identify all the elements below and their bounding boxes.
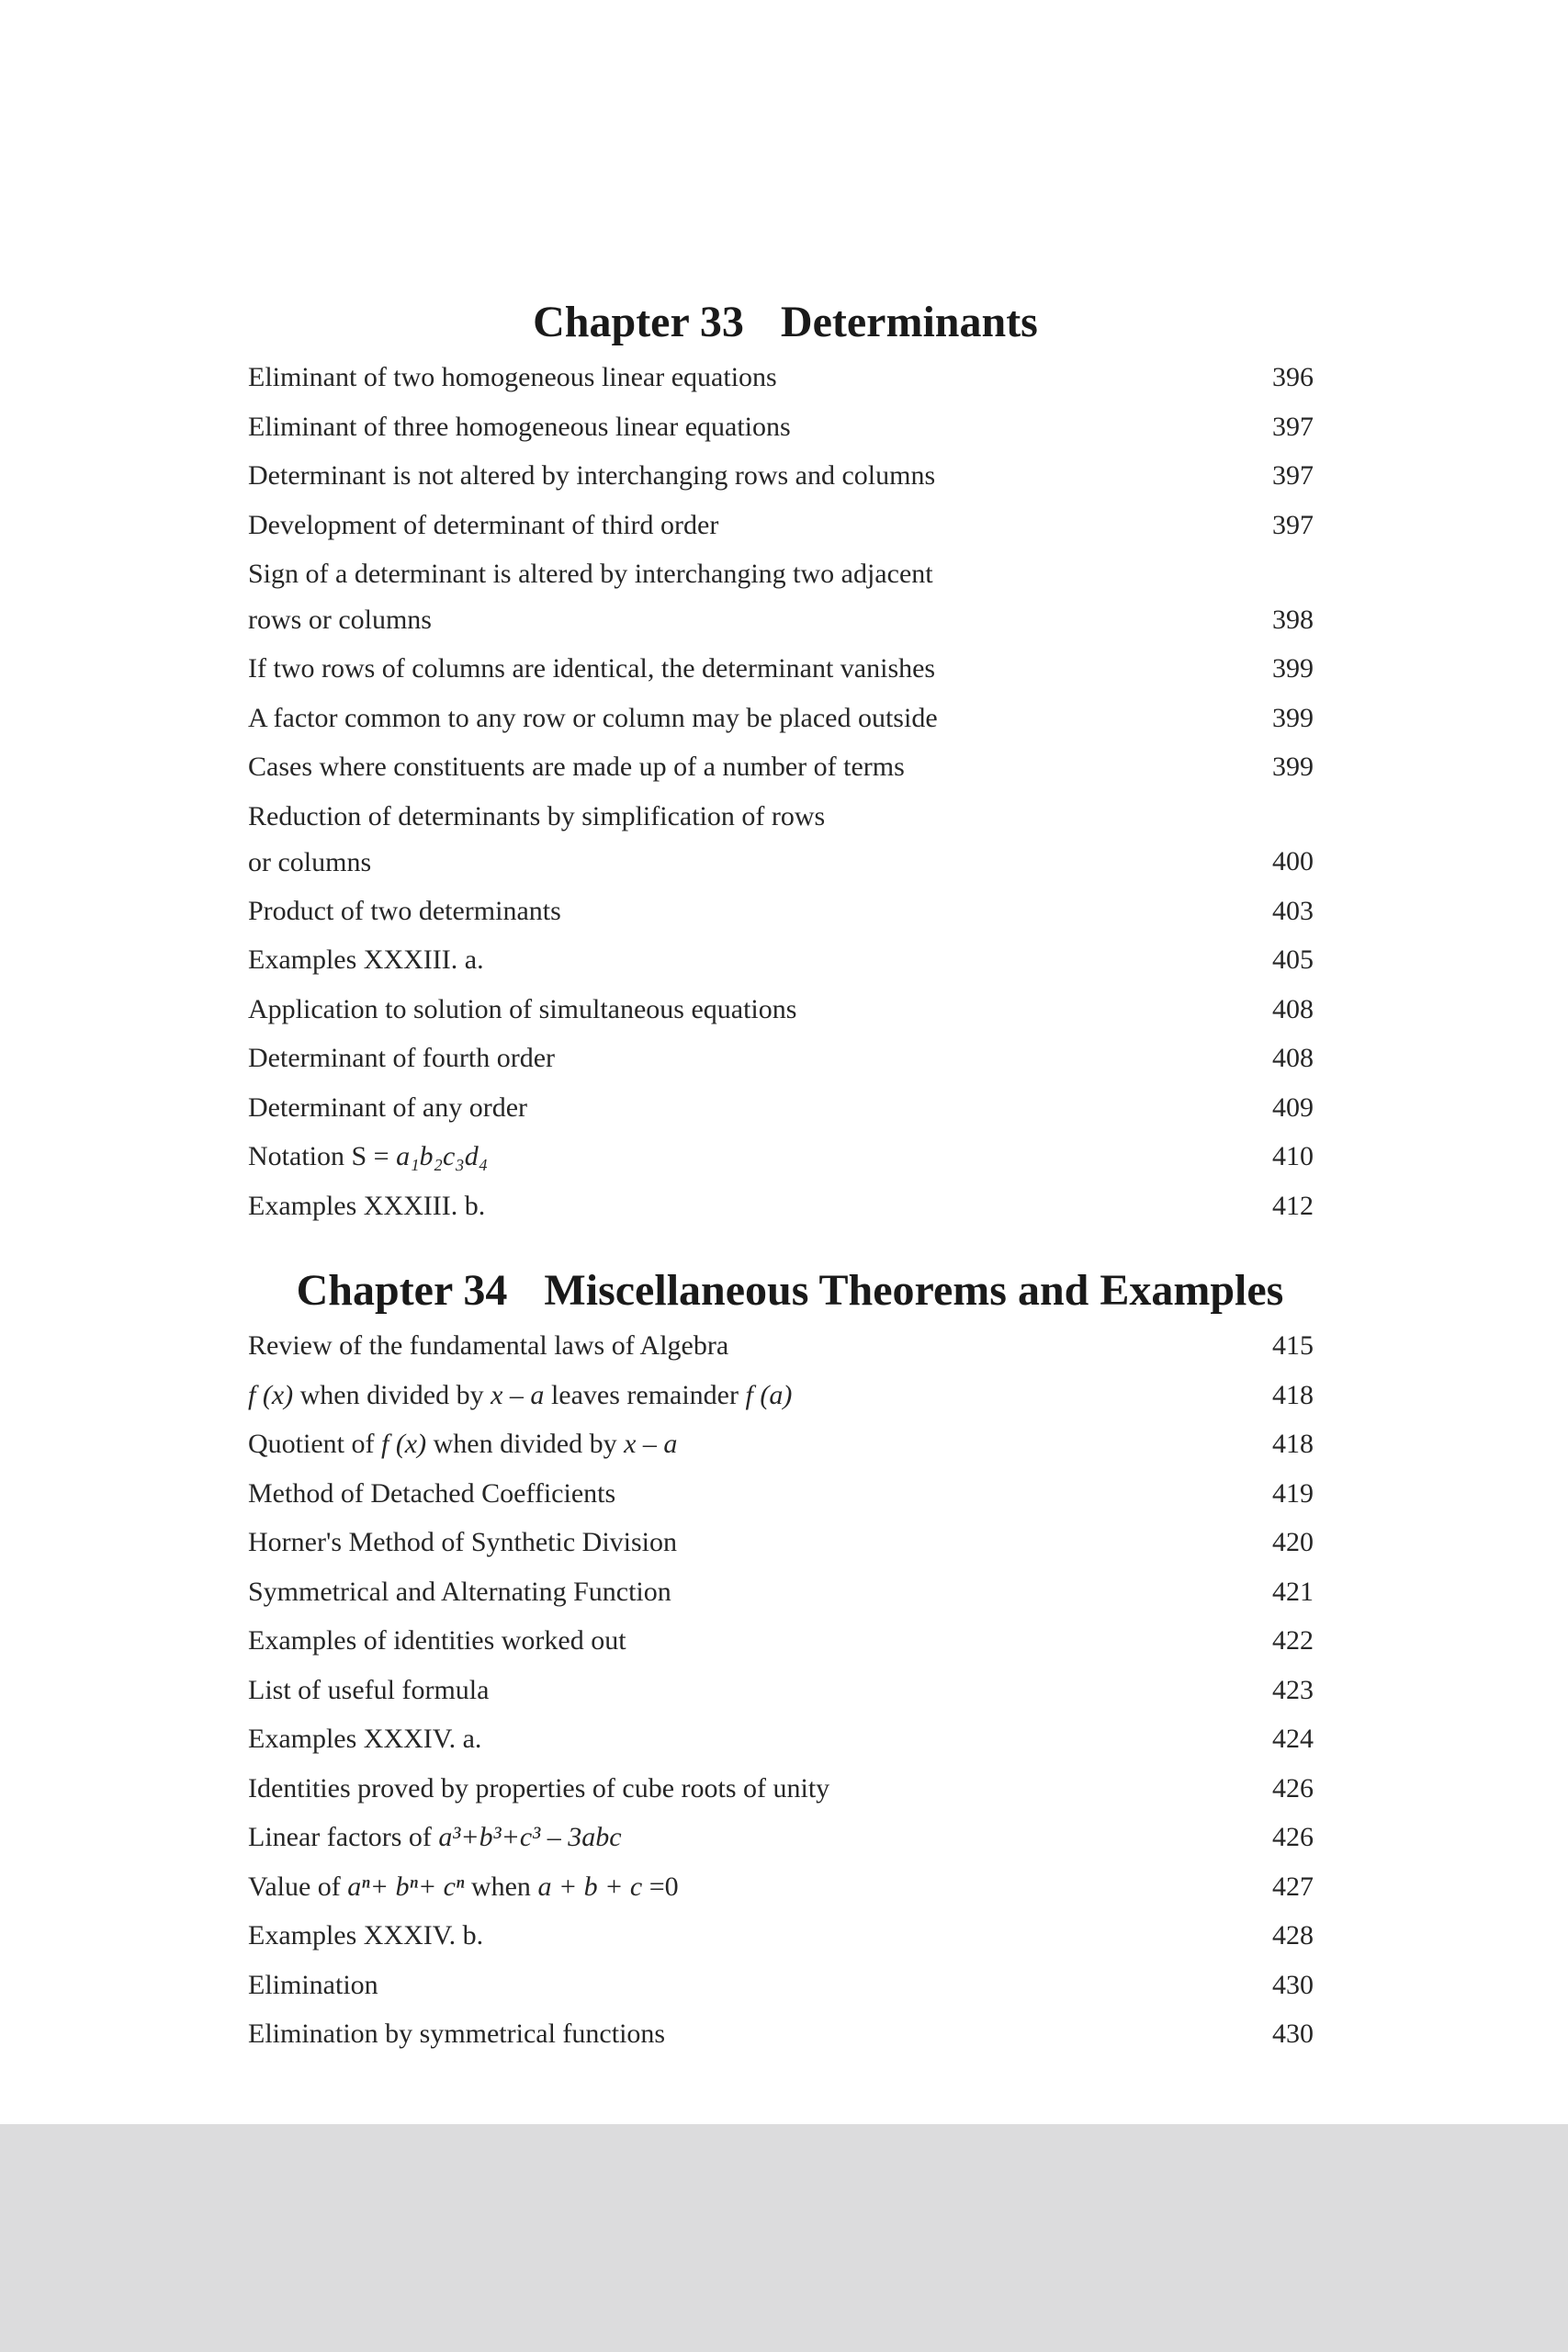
toc-entry-page: 430 <box>1272 1969 1314 2000</box>
toc-entry-title-text: Notation S = <box>248 1141 397 1171</box>
toc-entry-title-text: Value of <box>248 1871 348 1902</box>
toc-entry[interactable] <box>248 501 1314 550</box>
toc-entry-title: Review of the fundamental laws of Algebra <box>248 1330 729 1361</box>
toc-entry-title: Eliminant of three homogeneous linear equations <box>248 411 791 442</box>
toc-entry[interactable] <box>248 1764 1314 1814</box>
toc-entry-title: A factor common to any row or column may be placed outside <box>248 702 938 733</box>
toc-entry-title: Development of determinant of third order <box>248 509 719 540</box>
chapter-number: Chapter 33 <box>533 298 744 346</box>
toc-entry-title: Determinant of any order <box>248 1091 528 1123</box>
toc-entry-title: Product of two determinants <box>248 895 561 926</box>
toc-entry-page: 397 <box>1272 411 1314 442</box>
toc-entry-title: If two rows of columns are identical, the determinant vanishes <box>248 653 936 684</box>
toc-entry-page: 422 <box>1272 1625 1314 1656</box>
toc-entry-title: Examples XXXIII. a. <box>248 944 484 975</box>
toc-entry-title-text: Quotient of <box>248 1429 381 1459</box>
toc-entry-title: Reduction of determinants by simplification of rows or columns <box>248 800 826 877</box>
toc-entry-title: Horner's Method of Synthetic Division <box>248 1527 678 1557</box>
toc-entry-title <box>248 1862 1167 1912</box>
toc-entry-page: 426 <box>1272 1822 1314 1852</box>
toc-entry[interactable] <box>248 694 1314 743</box>
toc-entry-page: 430 <box>1272 2018 1314 2049</box>
toc-entry[interactable] <box>248 2009 1314 2059</box>
math-expression: aⁿ+ bⁿ+ cⁿ <box>347 1871 465 1902</box>
toc-entry-page: 428 <box>1272 1920 1314 1951</box>
math-expression: a + b + c <box>537 1871 643 1902</box>
toc-entry-page: 419 <box>1272 1477 1314 1509</box>
toc-entry-title-text: =0 <box>642 1871 679 1902</box>
page-bottom-band <box>0 2124 1568 2352</box>
toc-entry[interactable] <box>248 353 1314 402</box>
toc-entry-page: 423 <box>1272 1674 1314 1705</box>
chapter-heading <box>248 292 1314 353</box>
toc-entry[interactable] <box>248 1862 1314 1912</box>
math-expression: f (x) <box>248 1379 294 1410</box>
toc-entry-page: 415 <box>1272 1330 1314 1361</box>
toc-entry[interactable] <box>248 1469 1314 1519</box>
math-expression: f (a) <box>745 1379 793 1410</box>
toc-entry[interactable] <box>248 985 1314 1035</box>
toc-entry-title: Examples XXXIII. b. <box>248 1190 486 1221</box>
toc-entry-title: Determinant is not altered by interchanging rows and columns <box>248 460 936 491</box>
toc-entry[interactable] <box>248 1714 1314 1764</box>
toc-entry-page: 418 <box>1272 1429 1314 1459</box>
toc-entry-title-text: when divided by <box>293 1379 491 1410</box>
toc-entry[interactable] <box>248 451 1314 501</box>
toc-entry-title: Identities proved by properties of cube roots of unity <box>248 1772 830 1804</box>
toc-entry[interactable] <box>248 1666 1314 1715</box>
toc-entry-page: 397 <box>1272 509 1314 540</box>
toc-entry[interactable] <box>248 549 1314 644</box>
math-expression: a₁b₂c₃d₄ <box>396 1141 489 1171</box>
toc-entry-page: 398 <box>1272 604 1314 635</box>
toc-entry-page: 399 <box>1272 752 1314 782</box>
math-expression: f (x) <box>380 1429 427 1459</box>
chapter-title: Determinants <box>780 298 1038 346</box>
toc-entry-page: 410 <box>1272 1141 1314 1171</box>
toc-entry-title-text: when <box>464 1871 538 1902</box>
toc-entry-title <box>248 1371 1167 1420</box>
toc-entry[interactable] <box>248 1961 1314 2010</box>
toc-entry[interactable] <box>248 1567 1314 1617</box>
toc-entry[interactable] <box>248 1371 1314 1420</box>
toc-entry-title-text: Linear factors of <box>248 1822 439 1852</box>
toc-entry[interactable] <box>248 1518 1314 1567</box>
toc-entry-page: 408 <box>1272 993 1314 1024</box>
toc-entry[interactable] <box>248 1419 1314 1469</box>
toc-entry-page: 409 <box>1272 1091 1314 1123</box>
toc-entry[interactable] <box>248 1321 1314 1371</box>
toc-entry-title: Application to solution of simultaneous equations <box>248 993 797 1024</box>
toc-entry-page: 418 <box>1272 1379 1314 1410</box>
toc-entry-page: 405 <box>1272 944 1314 975</box>
toc-entry-page: 421 <box>1272 1576 1314 1607</box>
toc-entry[interactable] <box>248 935 1314 985</box>
toc-entry-page: 424 <box>1272 1724 1314 1754</box>
toc-entry-title: Determinant of fourth order <box>248 1043 556 1073</box>
toc-entry[interactable] <box>248 1911 1314 1961</box>
toc-entry-title: Sign of a determinant is altered by interchanging two adjacent rows or columns <box>248 559 933 635</box>
toc-entry[interactable] <box>248 1182 1314 1231</box>
math-expression: x – a <box>491 1379 545 1410</box>
chapter-heading <box>248 1261 1314 1321</box>
toc-entry-title: Elimination by symmetrical functions <box>248 2018 666 2049</box>
toc-entry-page: 396 <box>1272 362 1314 392</box>
toc-entry-page: 399 <box>1272 702 1314 733</box>
toc-entry-title: Examples XXXIV. a. <box>248 1724 482 1754</box>
toc-entry[interactable] <box>248 1132 1314 1182</box>
toc-entry-title: Elimination <box>248 1969 378 2000</box>
toc-entry[interactable] <box>248 887 1314 936</box>
toc-entry-page: 420 <box>1272 1527 1314 1557</box>
toc-entry-title: Examples of identities worked out <box>248 1625 626 1656</box>
toc-entry-page: 408 <box>1272 1043 1314 1073</box>
toc-entry-title: Examples XXXIV. b. <box>248 1920 484 1951</box>
toc-entry[interactable] <box>248 1034 1314 1083</box>
toc-entry-page: 400 <box>1272 846 1314 876</box>
toc-entry-title: Eliminant of two homogeneous linear equations <box>248 362 777 392</box>
toc-entry-title-text: leaves remainder <box>544 1379 746 1410</box>
toc-entry[interactable] <box>248 402 1314 452</box>
toc-list <box>248 1321 1314 2059</box>
toc-entry-page: 426 <box>1272 1772 1314 1804</box>
toc-entry[interactable] <box>248 1813 1314 1862</box>
math-expression: a³+b³+c³ – 3abc <box>438 1822 622 1852</box>
toc-entry-title: Symmetrical and Alternating Function <box>248 1576 671 1607</box>
toc-entry-page: 412 <box>1272 1190 1314 1221</box>
chapter-title: Miscellaneous Theorems and Examples <box>544 1266 1284 1315</box>
toc-entry[interactable] <box>248 1083 1314 1133</box>
toc-list <box>248 353 1314 1230</box>
toc-entry-title <box>248 1419 1167 1469</box>
chapter-33-section <box>248 292 1314 1230</box>
toc-entry-page: 427 <box>1272 1871 1314 1902</box>
toc-entry-title: List of useful formula <box>248 1674 490 1705</box>
chapter-34-section <box>248 1261 1314 2059</box>
toc-entry-page: 399 <box>1272 653 1314 684</box>
toc-entry-page: 397 <box>1272 460 1314 491</box>
math-expression: x – a <box>624 1429 678 1459</box>
toc-entry[interactable] <box>248 1616 1314 1666</box>
toc-entry-title-text: when divided by <box>426 1429 625 1459</box>
toc-entry-title <box>248 1132 1167 1182</box>
toc-entry[interactable] <box>248 742 1314 792</box>
toc-entry-title: Method of Detached Coefficients <box>248 1477 616 1509</box>
toc-entry[interactable] <box>248 644 1314 694</box>
toc-entry[interactable] <box>248 792 1314 887</box>
toc-entry-title <box>248 1813 1167 1862</box>
toc-entry-title: Cases where constituents are made up of a number of terms <box>248 752 905 782</box>
chapter-number: Chapter 34 <box>296 1266 508 1315</box>
toc-entry-page: 403 <box>1272 895 1314 926</box>
